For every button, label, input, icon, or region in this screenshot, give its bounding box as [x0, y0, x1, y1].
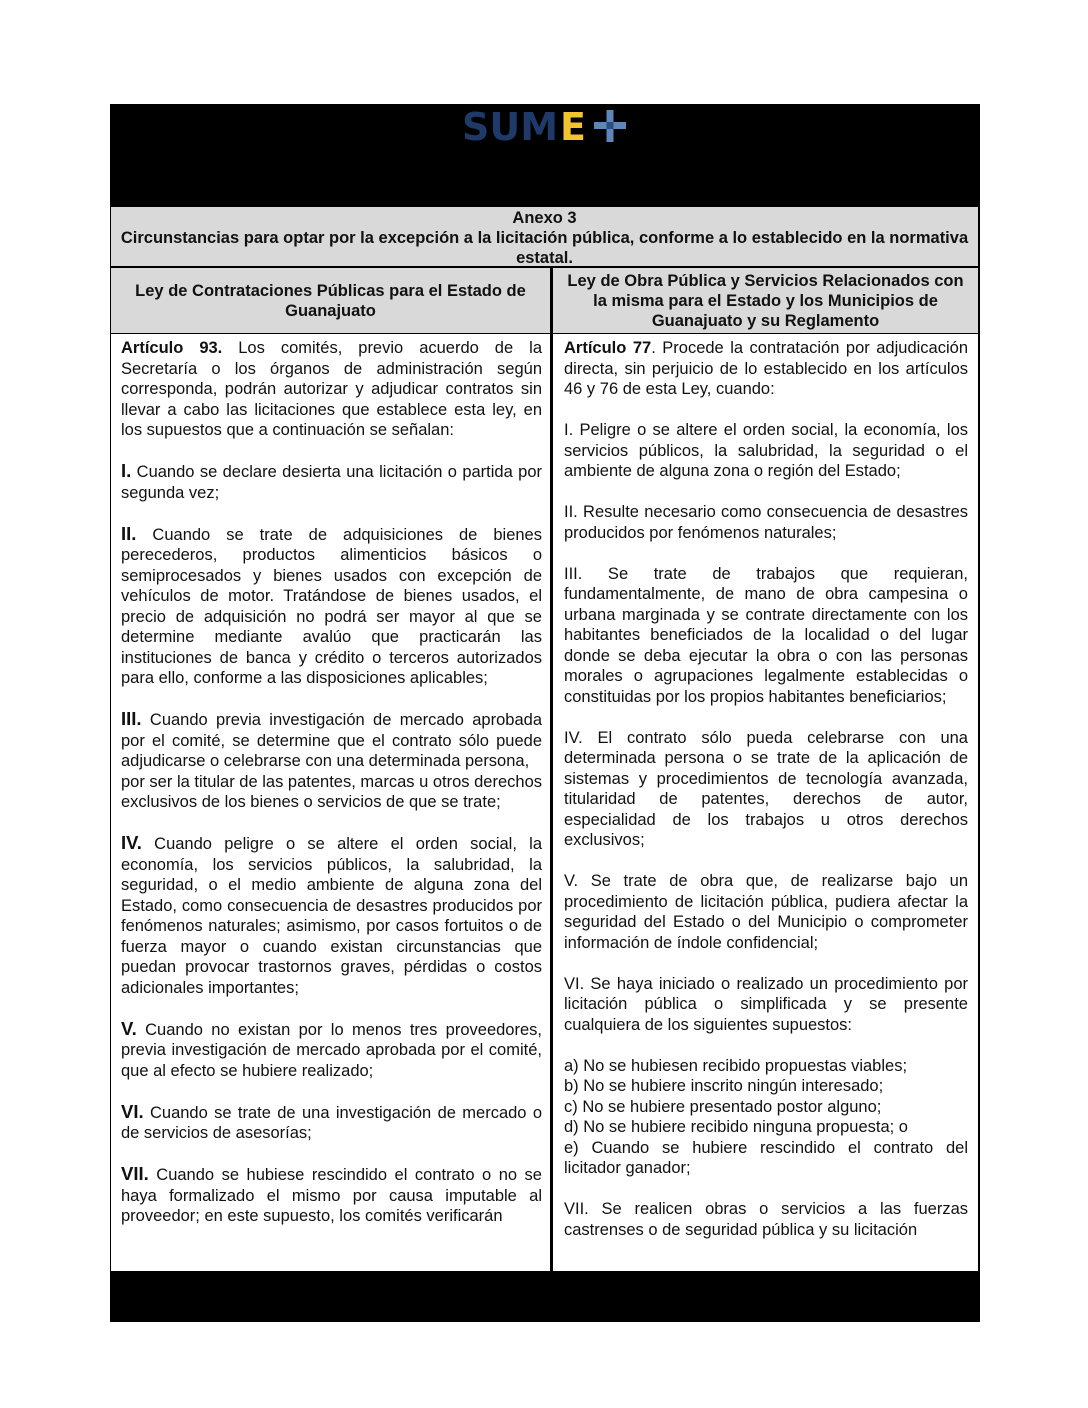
right-intro	[564, 338, 968, 400]
right-column-body	[553, 334, 978, 1271]
left-column-body	[111, 334, 550, 1271]
logo-text-e: E	[560, 106, 586, 149]
left-item-4-text: Cuando peligre o se altere el orden social, la economía, los servicios públicos, la salubridad, la seguridad, o el medio ambiente de alguna zona del Estado, como consecuencia de desastres producidos por fenómenos naturales; asimismo, por casos fortuitos o de fuerza mayor o cuando existan circunstancias que puedan provocar trastornos graves, pérdidas o costos adicionales importantes;	[121, 835, 542, 997]
right-subitem-a: a) No se hubiesen recibido propuestas viables;	[564, 1056, 908, 1075]
left-item-6-num: VI.	[121, 1100, 144, 1122]
header-left	[111, 268, 550, 333]
left-item-5-num: V.	[121, 1017, 137, 1039]
right-subitem-d: d) No se hubiere recibido ninguna propuesta; o	[564, 1118, 908, 1136]
right-intro-text: . Procede la contratación por adjudicación directa, sin perjuicio de lo establecido en los artículos 46 y 76 de esta Ley, cuando:	[564, 339, 968, 398]
left-item-3-num: III.	[121, 708, 142, 729]
right-subitem-e: e) Cuando se hubiere rescindido el contrato del licitador ganador;	[564, 1138, 968, 1177]
left-item-6	[121, 1102, 542, 1144]
right-item-5: V. Se trate de obra que, de realizarse bajo un procedimiento de licitación pública, pudiera afectar la seguridad del Estado o del Municipio o comprometer información de índole confidencial;	[564, 872, 968, 952]
header-right	[553, 268, 978, 333]
plus-icon	[594, 110, 626, 142]
right-item-2: II. Resulte necesario como consecuencia de desastres producidos por fenómenos naturales;	[564, 503, 968, 542]
right-article-number: Artículo 77	[564, 339, 652, 357]
left-item-4	[121, 833, 542, 998]
annex-title	[111, 207, 978, 267]
right-subitem-c: c) No se hubiere presentado postor alguno;	[564, 1097, 882, 1116]
annex-title-line1: Anexo 3	[512, 209, 577, 227]
left-item-5-text: Cuando no existan por lo menos tres proveedores, previa investigación de mercado aprobada por el comité, que al efecto se hubiere realizado;	[121, 1020, 542, 1080]
annex-title-line2: Circunstancias para optar por la excepción a la licitación pública, conforme a lo establecido en la normativa estatal.	[120, 229, 969, 267]
left-item-6-text: Cuando se trate de una investigación de mercado o de servicios de asesorías;	[121, 1103, 542, 1142]
right-subitem-b: b) No se hubiere inscrito ningún interesado;	[564, 1077, 884, 1095]
header-right-text: Ley de Obra Pública y Servicios Relacionados con la misma para el Estado y los Municipios de Guanajuato y su Reglamento	[567, 271, 964, 330]
left-item-4-num: IV.	[121, 832, 142, 853]
left-item-1-num: I.	[121, 460, 132, 481]
left-item-7-text: Cuando se hubiese rescindido el contrato o no se haya formalizado el mismo por causa imputable al proveedor; en este supuesto, los comités verificarán	[121, 1166, 542, 1225]
left-intro-text: Los comités, previo acuerdo de la Secretaría o los órganos de administración según corresponda, podrán autorizar y adjudicar contratos sin llevar a cabo las licitaciones que establece esta ley, en los supuestos que a continuación se señalan:	[121, 339, 542, 439]
right-item-7: VII. Se realicen obras o servicios a las fuerzas castrenses o de seguridad pública y su licitación	[564, 1200, 968, 1239]
left-item-2-text: Cuando se trate de adquisiciones de bienes perecederos, productos alimenticios básicos o semiprocesados y bienes usados con excepción de vehículos de motor. Tratándose de bienes usados, el precio de adquisición no podrá ser mayor al que se determine mediante avalúo que practicarán las instituciones de banca y crédito o terceros autorizados para ello, conforme a las disposiciones aplicables;	[121, 525, 542, 687]
left-item-3-text: Cuando previa investigación de mercado aprobada por el comité, se determine que el contrato sólo puede adjudicarse o celebrarse con una determinada persona,	[121, 711, 542, 770]
left-article-number: Artículo 93.	[121, 339, 223, 357]
right-item-4: IV. El contrato sólo pueda celebrarse con una determinada persona o se trate de la aplicación de sistemas y procedimientos de tecnología avanzada, titularidad de patentes, derechos de autor, especialidad de los trabajos u otros derechos exclusivos;	[564, 728, 968, 849]
right-item-3: III. Se trate de trabajos que requieran, fundamentalmente, de mano de obra campesina o urbana marginada y se contrate directamente con los habitantes beneficiados de la localidad o del lugar donde se deba ejecutar la obra o con las personas morales o agrupaciones legalmente establecidas o constituidas por los propios habitantes beneficiarios;	[564, 564, 968, 706]
left-item-2	[121, 524, 542, 689]
left-item-1	[121, 461, 542, 503]
left-item-3-text2: por ser la titular de las patentes, marcas u otros derechos exclusivos de los bienes o servicios de que se trate;	[121, 772, 542, 811]
left-item-2-num: II.	[121, 522, 137, 544]
left-item-7-num: VII.	[121, 1163, 149, 1184]
header-left-text: Ley de Contrataciones Públicas para el Estado de Guanajuato	[135, 281, 526, 320]
left-item-3	[121, 709, 542, 813]
right-item-6: VI. Se haya iniciado o realizado un procedimiento por licitación pública o simplificada y se presente cualquiera de los siguientes supuestos:	[564, 974, 968, 1034]
sume-logo-mark	[460, 106, 630, 150]
left-item-7	[121, 1164, 542, 1227]
left-item-1-text: Cuando se declare desierta una licitación o partida por segunda vez;	[121, 463, 542, 502]
left-intro	[121, 338, 542, 441]
sume-logo	[110, 106, 980, 150]
logo-text-sum: SUM	[462, 106, 559, 149]
right-item-1: I. Peligre o se altere el orden social, la economía, los servicios públicos, la salubridad, la seguridad o el ambiente de alguna zona o región del Estado;	[564, 421, 968, 480]
left-item-5	[121, 1019, 542, 1082]
